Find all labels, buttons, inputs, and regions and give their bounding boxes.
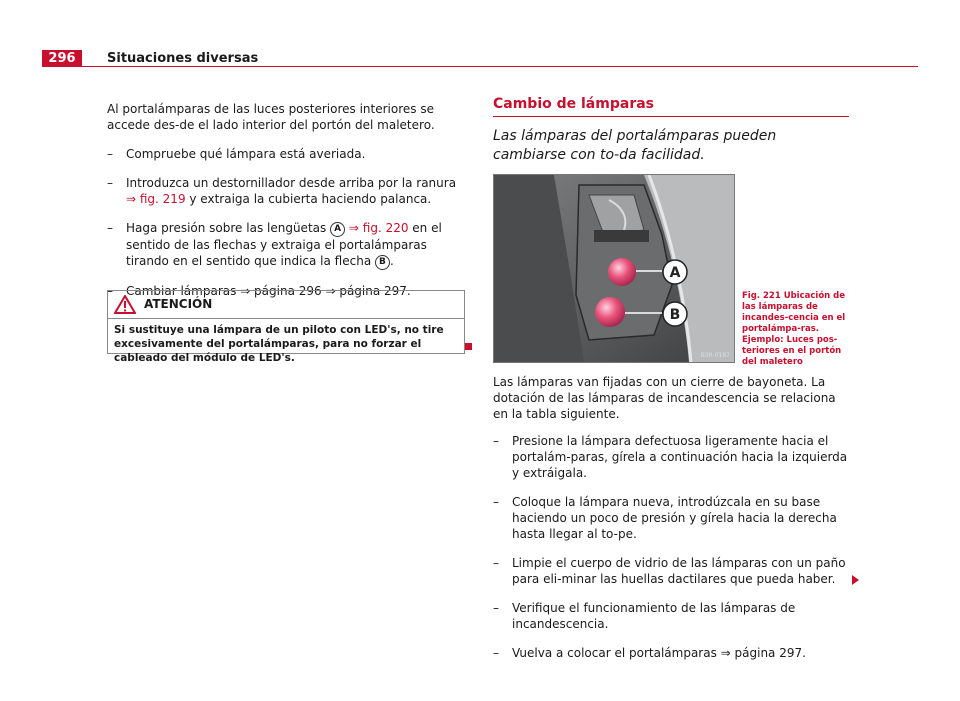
figure-link[interactable]: ⇒ fig. 220 xyxy=(345,221,409,235)
list-item-text: y extraiga la cubierta haciendo palanca. xyxy=(185,192,432,206)
step-text[interactable]: Vuelva a colocar el portalámparas ⇒ página 297. xyxy=(512,646,806,660)
step-item xyxy=(493,494,853,542)
lamp-holder-illustration xyxy=(494,175,734,362)
dash-bullet: – xyxy=(107,284,113,298)
step-item xyxy=(493,433,853,481)
warning-title: ATENCIÓN xyxy=(144,297,213,311)
bulb-a xyxy=(608,258,636,286)
list-item-text: en el sentido de las flechas y extraiga el portalámparas tirando en el sentido que indica la flecha xyxy=(126,221,442,268)
right-body xyxy=(493,374,853,674)
warning-header xyxy=(108,291,464,319)
warning-triangle-icon xyxy=(114,295,136,318)
figure-link[interactable]: ⇒ fig. 219 xyxy=(126,192,186,206)
chapter-title: Situaciones diversas xyxy=(107,51,259,66)
list-item-text: Compruebe qué lámpara está averiada. xyxy=(126,147,366,161)
dash-bullet: – xyxy=(493,646,499,660)
right-column xyxy=(493,96,849,165)
step-item xyxy=(493,645,853,661)
list-item xyxy=(107,220,463,270)
page-number: 296 xyxy=(42,50,82,67)
header-rule xyxy=(42,66,918,67)
step-item xyxy=(493,600,853,632)
list-item xyxy=(107,146,463,162)
figure-caption: Fig. 221 Ubicación de las lámparas de incandes-cencia en el portalámpa-ras. Ejemplo: Luces pos-teriores en el portón del maletero xyxy=(742,291,846,367)
dash-bullet: – xyxy=(107,221,113,235)
list-item xyxy=(107,175,463,207)
warning-text: Si sustituye una lámpara de un piloto con LED's, no tire excesivamente del portalámparas, para no forzar el cableado del módulo de LED's. xyxy=(114,324,444,364)
dash-bullet: – xyxy=(493,434,499,448)
figure-label-a: A xyxy=(669,265,681,281)
callout-badge-a: A xyxy=(330,222,345,237)
continue-arrow-icon xyxy=(852,575,859,585)
dash-bullet: – xyxy=(493,601,499,615)
callout-badge-b: B xyxy=(375,255,390,270)
intro-paragraph: Al portalámparas de las luces posteriores interiores se accede des-de el lado interior del portón del maletero. xyxy=(107,102,435,132)
body-paragraph: Las lámparas van fijadas con un cierre de bayoneta. La dotación de las lámparas de incandescencia se relaciona en la tabla siguiente. xyxy=(493,375,836,421)
left-column xyxy=(107,101,463,312)
step-text: Verifique el funcionamiento de las lámparas de incandescencia. xyxy=(512,601,796,631)
figure-code: B3R-0187 xyxy=(700,352,730,359)
section-title: Cambio de lámparas xyxy=(493,96,849,117)
section-subtitle: Las lámparas del portalámparas pueden cambiarse con to-da facilidad. xyxy=(493,128,777,163)
dash-bullet: – xyxy=(493,495,499,509)
list-item-text[interactable]: Cambiar lámparas ⇒ página 296 ⇒ página 297. xyxy=(126,284,411,298)
dash-bullet: – xyxy=(107,176,113,190)
step-text: Coloque la lámpara nueva, introdúzcala en su base haciendo un poco de presión y gírela hacia la derecha hasta llegar al to-pe. xyxy=(512,495,837,541)
list-item-text: Introduzca un destornillador desde arriba por la ranura xyxy=(126,176,457,190)
step-text: Presione la lámpara defectuosa ligeramente hacia el portalám-paras, gírela a continuación hacia la izquierda y extráigala. xyxy=(512,434,848,480)
list-item-text: . xyxy=(389,254,394,268)
bulb-b xyxy=(595,297,625,327)
step-text: Limpie el cuerpo de vidrio de las lámparas con un paño para eli-minar las huellas dactilares que pueda haber. xyxy=(512,556,846,586)
warning-box xyxy=(107,290,465,364)
step-item xyxy=(493,555,853,587)
dash-bullet: – xyxy=(107,147,113,161)
dash-bullet: – xyxy=(493,556,499,570)
section-end-marker xyxy=(465,343,472,350)
figure-label-b: B xyxy=(669,307,681,323)
list-item-text: Haga presión sobre las lengüetas xyxy=(126,221,331,235)
figure-lamp-holder-photo xyxy=(493,174,735,363)
